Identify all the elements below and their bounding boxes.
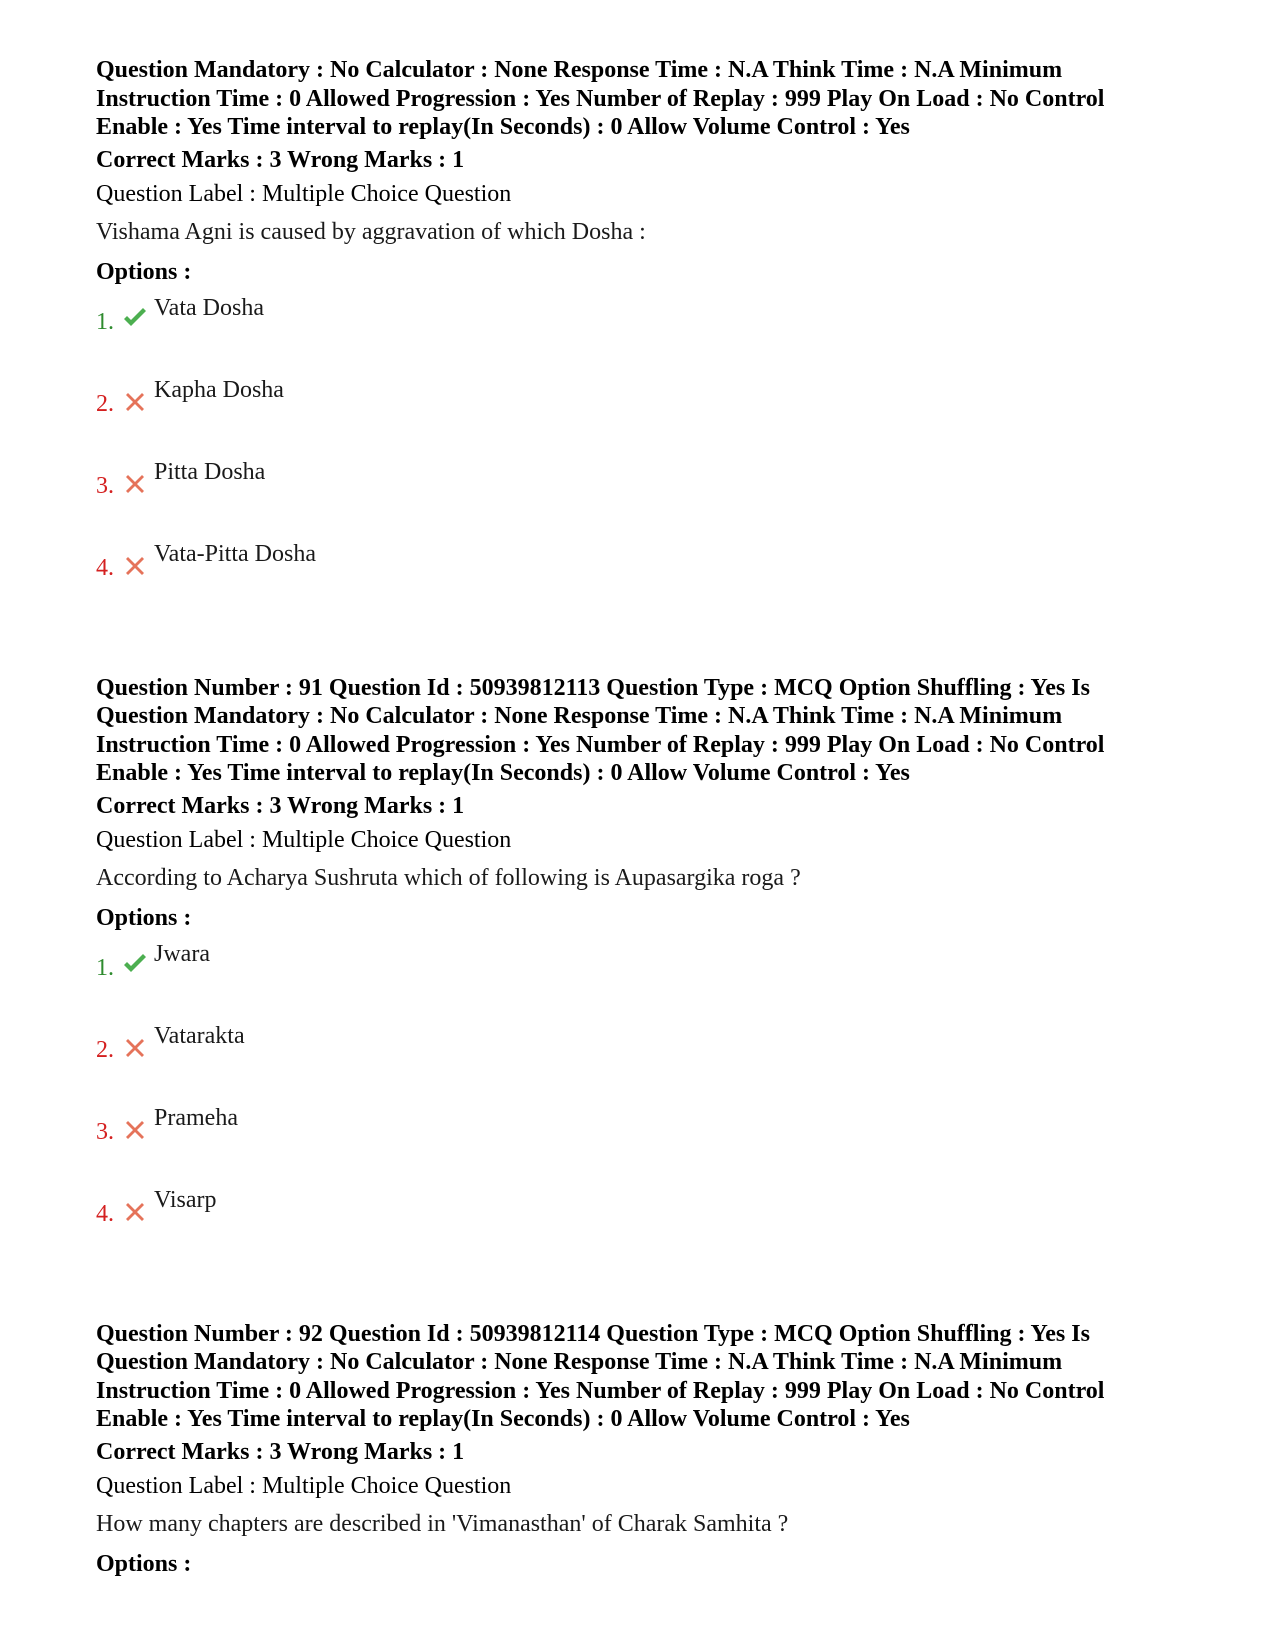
option-number: 3. <box>96 472 114 499</box>
question-text: Vishama Agni is caused by aggravation of which Dosha : <box>96 218 646 245</box>
cross-icon <box>122 1198 148 1222</box>
meta-line: Instruction Time : 0 Allowed Progression : Yes Number of Replay : 999 Play On Load : No Control <box>96 731 1105 758</box>
options-heading: Options : <box>96 904 192 931</box>
question-meta <box>96 674 1186 788</box>
option-item <box>96 940 1186 1022</box>
option-item <box>96 540 1186 622</box>
option-number: 4. <box>96 554 114 581</box>
option-text: Vatarakta <box>154 1022 245 1049</box>
option-text: Kapha Dosha <box>154 376 284 403</box>
marks-line: Correct Marks : 3 Wrong Marks : 1 <box>96 792 465 819</box>
meta-line: Question Mandatory : No Calculator : None Response Time : N.A Think Time : N.A Minimum <box>96 703 1063 729</box>
meta-line: Question Number : 91 Question Id : 50939812113 Question Type : MCQ Option Shuffling : Yes Is <box>96 674 1090 701</box>
question-block-91 <box>96 674 1186 1268</box>
cross-icon <box>122 552 148 576</box>
meta-line: Question Mandatory : No Calculator : None Response Time : N.A Think Time : N.A Minimum <box>96 57 1063 83</box>
meta-line: Enable : Yes Time interval to replay(In Seconds) : 0 Allow Volume Control : Yes <box>96 760 910 786</box>
cross-icon <box>122 1116 148 1140</box>
option-number: 1. <box>96 954 114 981</box>
question-label: Question Label : Multiple Choice Question <box>96 1472 512 1499</box>
checkmark-icon <box>122 306 148 330</box>
options-list <box>96 294 1186 622</box>
option-number: 2. <box>96 390 114 417</box>
option-text: Vata Dosha <box>154 294 264 321</box>
option-item <box>96 294 1186 376</box>
option-text: Visarp <box>154 1186 217 1213</box>
question-label: Question Label : Multiple Choice Question <box>96 180 512 207</box>
question-text: According to Acharya Sushruta which of following is Aupasargika roga ? <box>96 864 801 891</box>
option-number: 4. <box>96 1200 114 1227</box>
meta-line: Instruction Time : 0 Allowed Progression : Yes Number of Replay : 999 Play On Load : No Control <box>96 85 1105 112</box>
question-meta <box>96 1320 1186 1434</box>
option-item <box>96 458 1186 540</box>
question-meta <box>96 56 1186 142</box>
marks-line: Correct Marks : 3 Wrong Marks : 1 <box>96 1438 465 1465</box>
options-list <box>96 940 1186 1268</box>
question-text: How many chapters are described in 'Vimanasthan' of Charak Samhita ? <box>96 1510 789 1537</box>
meta-line: Question Number : 92 Question Id : 50939812114 Question Type : MCQ Option Shuffling : Yes Is <box>96 1320 1090 1347</box>
meta-line: Question Mandatory : No Calculator : None Response Time : N.A Think Time : N.A Minimum <box>96 1349 1063 1375</box>
checkmark-icon <box>122 952 148 976</box>
option-text: Pitta Dosha <box>154 458 266 485</box>
question-block-92 <box>96 1320 1186 1578</box>
option-number: 3. <box>96 1118 114 1145</box>
meta-line: Enable : Yes Time interval to replay(In Seconds) : 0 Allow Volume Control : Yes <box>96 114 910 140</box>
question-block-90 <box>96 56 1186 622</box>
options-heading: Options : <box>96 1550 192 1577</box>
cross-icon <box>122 388 148 412</box>
option-number: 2. <box>96 1036 114 1063</box>
option-item <box>96 1104 1186 1186</box>
meta-line: Instruction Time : 0 Allowed Progression : Yes Number of Replay : 999 Play On Load : No Control <box>96 1377 1105 1404</box>
cross-icon <box>122 1034 148 1058</box>
option-number: 1. <box>96 308 114 335</box>
question-label: Question Label : Multiple Choice Question <box>96 826 512 853</box>
option-item <box>96 1186 1186 1268</box>
document-page <box>96 56 1186 1578</box>
options-heading: Options : <box>96 258 192 285</box>
marks-line: Correct Marks : 3 Wrong Marks : 1 <box>96 146 465 173</box>
option-text: Jwara <box>154 940 210 967</box>
option-text: Prameha <box>154 1104 238 1131</box>
meta-line: Enable : Yes Time interval to replay(In Seconds) : 0 Allow Volume Control : Yes <box>96 1406 910 1432</box>
cross-icon <box>122 470 148 494</box>
option-text: Vata-Pitta Dosha <box>154 540 316 567</box>
option-item <box>96 1022 1186 1104</box>
option-item <box>96 376 1186 458</box>
